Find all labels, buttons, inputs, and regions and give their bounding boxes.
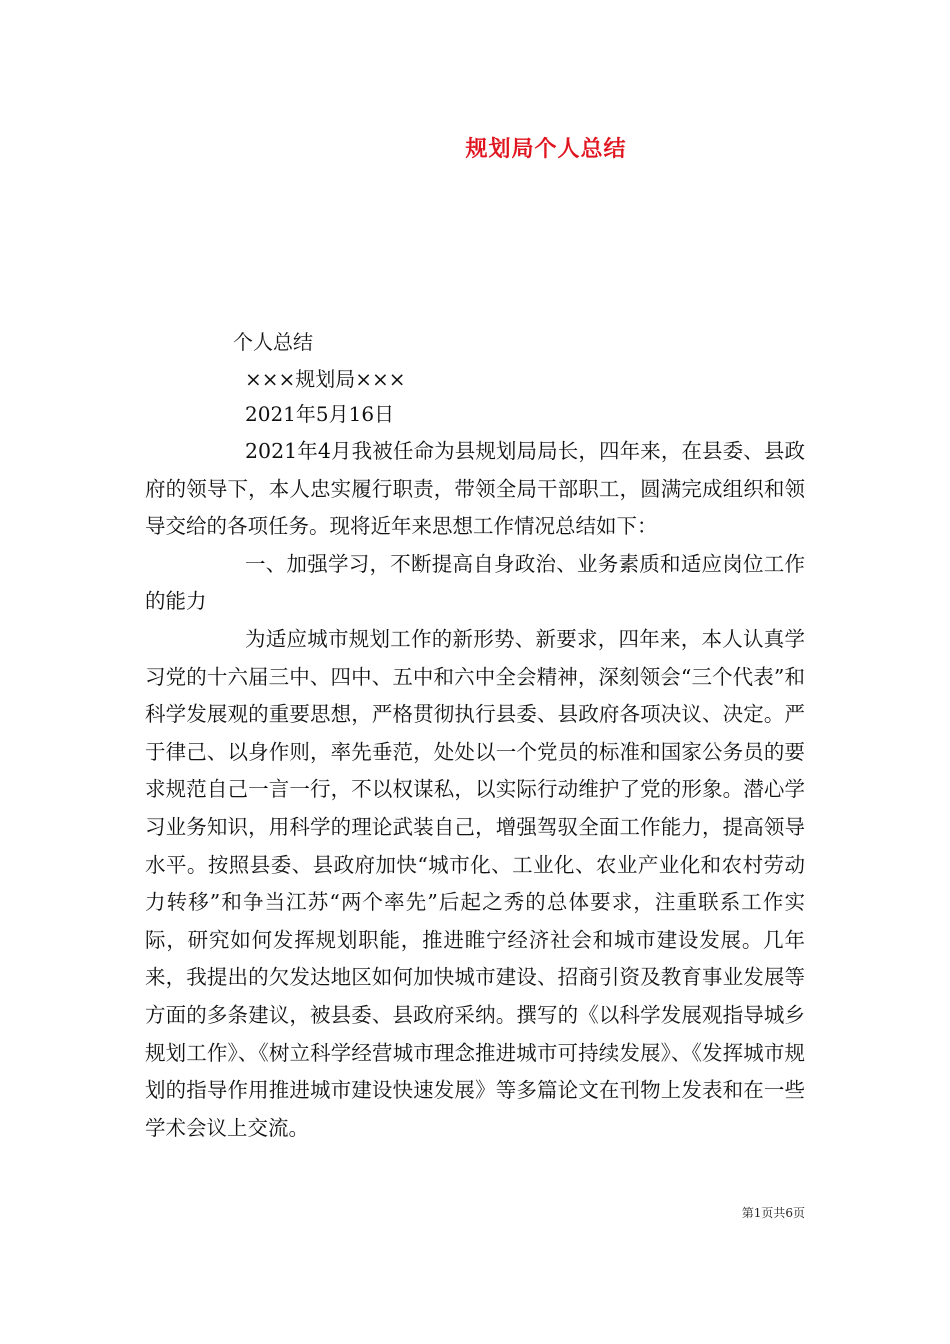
section-heading: 一、加强学习，不断提高自身政治、业务素质和适应岗位工作的能力 [145,551,805,614]
page-title: 规划局个人总结 [465,136,627,162]
body-paragraph: 为适应城市规划工作的新形势、新要求，四年来，本人认真学习党的十六届三中、四中、五中和六中全会精神，深刻领会“三个代表”和科学发展观的重要思想，严格贯彻执行县委、县政府各项决议、决定。严于律己、以身作则，率先垂范，处处以一个党员的标准和国家公务员的要求规范自己一言一行，不以权谋私，以实际行动维护了党的形象。潜心学习业务知识，用科学的理论武装自己，增强驾驭全面工作能力，提高领导水平。按照县委、县政府加快“城市化、工业化、农业产业化和农村劳动力转移”和争当江苏“两个率先”后起之秀的总体要求，注重联系工作实际，研究如何发挥规划职能，推进睢宁经济社会和城市建设发展。几年来，我提出的欠发达地区如何加快城市建设、招商引资及教育事业发展等方面的多条建议，被县委、县政府采纳。撰写的《以科学发展观指导城乡规划工作》、《树立科学经营城市理念推进城市可持续发展》、《发挥城市规划的指导作用推进城市建设快速发展》等多篇论文在刊物上发表和在一些学术会议上交流。 [145,626,805,1140]
body-text [145,433,805,1147]
author-line: ×××规划局××× [245,367,406,391]
date-line: 2021年5月16日 [245,402,395,426]
page-footer: 第1页共6页 [741,1206,805,1220]
intro-paragraph: 2021年4月我被任命为县规划局局长，四年来，在县委、县政府的领导下，本人忠实履行职责，带领全局干部职工，圆满完成组织和领导交给的各项任务。现将近年来思想工作情况总结如下： [145,439,805,539]
summary-label: 个人总结 [233,330,313,354]
